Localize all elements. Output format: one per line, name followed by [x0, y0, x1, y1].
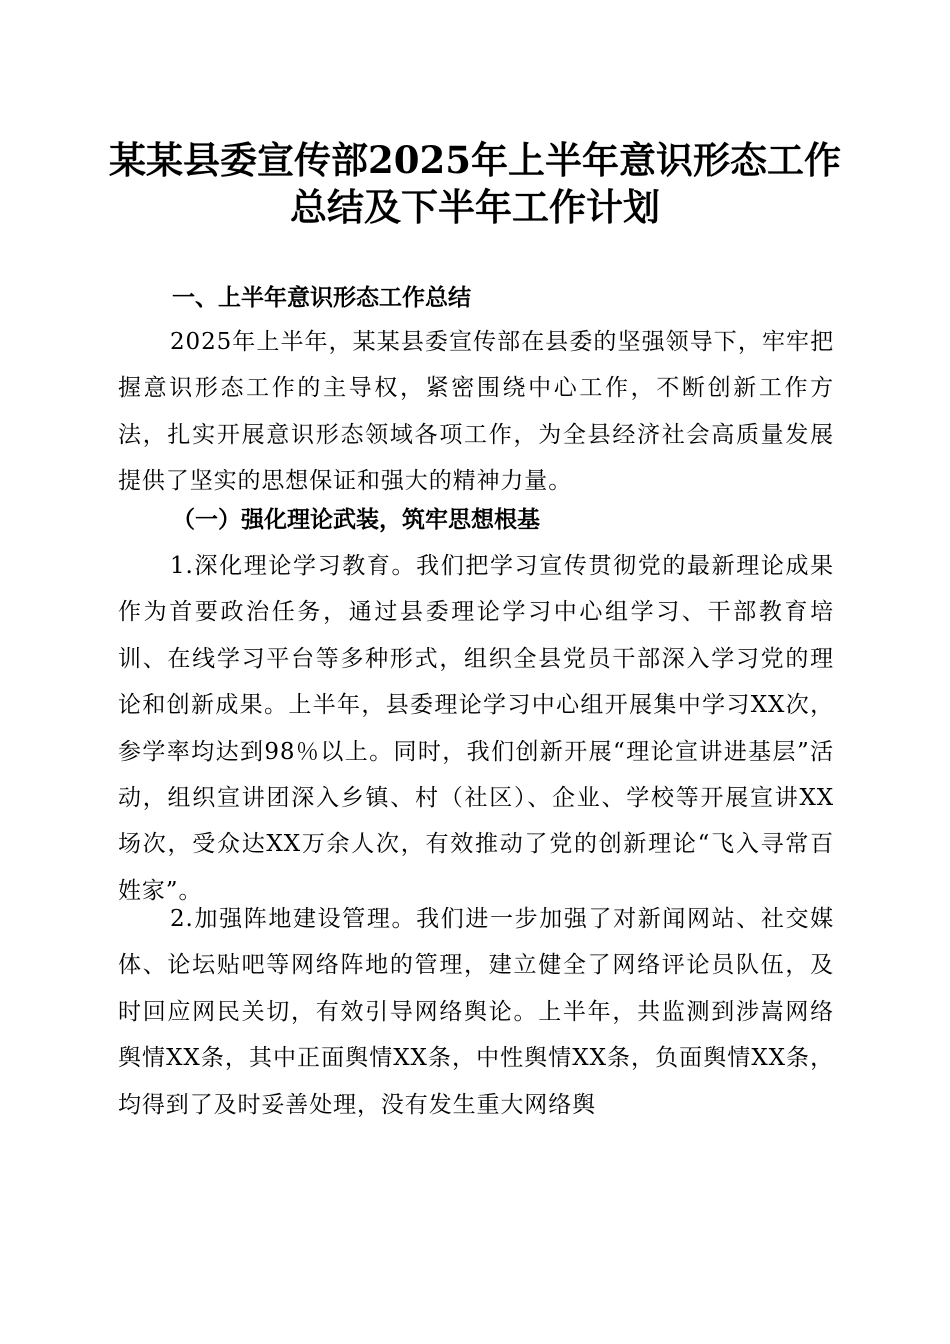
item-paragraph-position-management: 2.加强阵地建设管理。我们进一步加强了对新闻网站、社交媒体、论坛贴吧等网络阵地的管理，建立健全了网络评论员队伍，及时回应网民关切，有效引导网络舆论。上半年，共监测到涉嵩网络舆情XX条，其中正面舆情XX条，中性舆情XX条，负面舆情XX条，均得到了及时妥善处理，没有发生重大网络舆 [118, 906, 834, 1118]
document-title-line2: 总结及下半年工作计划 [290, 185, 660, 229]
section-heading-summary: 一、上半年意识形态工作总结 [172, 285, 471, 311]
subsection-heading-theory: （一）强化理论武装，筑牢思想根基 [172, 506, 540, 533]
document-title-line1: 某某县委宣传部2025年上半年意识形态工作 [109, 138, 841, 182]
intro-paragraph: 2025年上半年，某某县委宣传部在县委的坚强领导下，牢牢把握意识形态工作的主导权，紧密围绕中心工作，不断创新工作方法，扎实开展意识形态领域各项工作，为全县经济社会高质量发展提供了坚实的思想保证和强大的精神力量。 [118, 329, 834, 495]
item-paragraph-theory-study: 1.深化理论学习教育。我们把学习宣传贯彻党的最新理论成果作为首要政治任务，通过县委理论学习中心组学习、干部教育培训、在线学习平台等多种形式，组织全县党员干部深入学习党的理论和创新成果。上半年，县委理论学习中心组开展集中学习XX次，参学率均达到98％以上。同时，我们创新开展“理论宣讲进基层”活动，组织宣讲团深入乡镇、村（社区）、企业、学校等开展宣讲XX场次，受众达XX万余人次，有效推动了党的创新理论“飞入寻常百姓家”。 [118, 553, 834, 904]
